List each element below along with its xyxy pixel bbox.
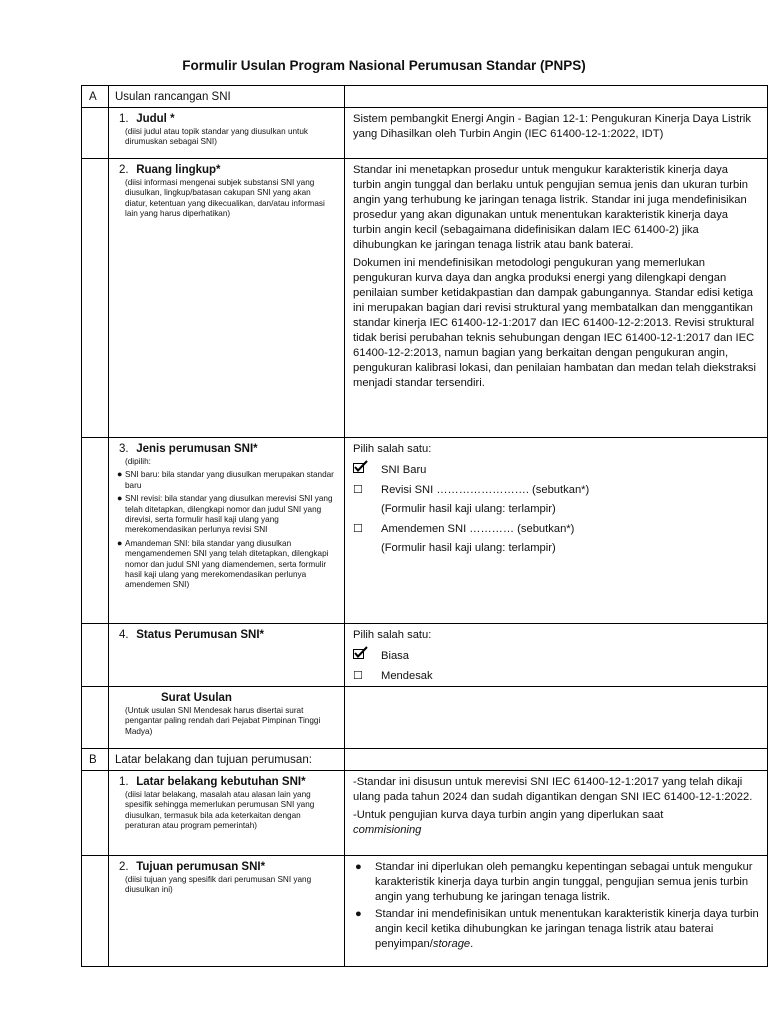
bullet-icon: ●: [117, 537, 123, 548]
list-item: [109, 539, 344, 591]
list-item-text: SNI revisi: bila standar yang diusulkan merevisi SNI yang telah ditetapkan, dilengkapi nomor dan judul SNI yang direvisi, serta formulir hasil kaji ulang yang merekomendasikan perlunya revisi SNI: [125, 494, 333, 535]
list-item: [109, 494, 344, 536]
item-number: 2.: [119, 164, 129, 176]
judul-label-cell: [109, 108, 345, 159]
field-note: (diisi tujuan yang spesifik dari perumusan SNI yang diusulkan ini): [125, 875, 312, 895]
option-note: (Formulir hasil kaji ulang: terlampir): [381, 542, 556, 554]
field-label: Judul *: [136, 113, 175, 125]
option-amendemen-sni[interactable]: [353, 519, 759, 539]
list-item-text: Amandeman SNI: bila standar yang diusulkan mengamendemen SNI yang telah ditetapkan, dilengkapi nomor dan judul SNI yang diamendemen, serta formulir hasil kaji ulang yang merekomendasikan perlunya amendemen SNI): [125, 538, 329, 590]
option-label: Mendesak: [381, 670, 433, 682]
checkbox-icon[interactable]: ☐: [353, 670, 363, 682]
list-item: [109, 470, 344, 491]
list-item-italic-text: storage: [432, 938, 471, 950]
paragraph: Dokumen ini mendefinisikan metodologi pengukuran yang memerlukan pengukuran kurva daya dan angka produksi energi yang dilengkapi dengan penilaian sumber ketidakpastian dan dampak gabungannya. Standar edisi ketiga ini merupakan bagian dari revisi struktural yang membatalkan dan menggantikan standar kinerja IEC 61400-12-1:2017 dan IEC 61400-12-2:2013. Revisi struktural tidak berisi perubahan teknis sehubungan dengan IEC 61400-12-1:2017 dan IEC 61400-12-2:2013, namun bagian yang berkaitan dengan pengukuran angin, pengukuran kalibrasi lokasi, dan penilaian hambatan dan medan telah diekstraksi menjadi standar tersendiri.: [353, 257, 757, 389]
list-item-text-end: .: [470, 938, 474, 950]
option-note: (Formulir hasil kaji ulang: terlampir): [381, 503, 556, 515]
section-letter: B: [82, 749, 109, 771]
field-label: Jenis perumusan SNI*: [136, 443, 258, 455]
item-number: 1.: [119, 113, 129, 125]
choice-prompt: Pilih salah satu:: [353, 629, 432, 641]
bullet-icon: ●: [117, 469, 123, 480]
paragraph: Standar ini menetapkan prosedur untuk mengukur karakteristik kinerja daya turbin angin tunggal dan berlaku untuk pengujian semua jenis dan ukuran turbin angin yang terhubung ke jaringan tenaga listrik. Standar ini juga mendefinisikan prosedur yang akan digunakan untuk menentukan karakteristik kinerja daya turbin angin kecil (sebagaimana didefinisikan dalam IEC 61400-2) jika dihubungkan ke jaringan tenaga listrik atau bank baterai.: [353, 164, 748, 251]
jenis-label-cell: [109, 438, 345, 624]
item-number: 3.: [119, 443, 129, 455]
item-number: 4.: [119, 629, 129, 641]
latar-value-cell[interactable]: [345, 771, 768, 856]
section-b-row: [82, 749, 768, 771]
checkbox-icon[interactable]: ☐: [353, 484, 363, 496]
paragraph: [353, 808, 759, 838]
ruang-lingkup-value-cell[interactable]: [345, 159, 768, 438]
option-sni-baru[interactable]: [353, 460, 759, 480]
bullet-icon: ●: [117, 493, 123, 504]
paragraph-italic-text: commisioning: [353, 824, 422, 836]
paragraph-text: -Untuk pengujian kurva daya turbin angin yang diperlukan saat: [353, 809, 664, 821]
latar-belakang-row: [82, 771, 768, 856]
status-label-cell: [109, 624, 345, 687]
option-biasa[interactable]: [353, 646, 759, 666]
tujuan-label-cell: [109, 856, 345, 967]
field-label: Tujuan perumusan SNI*: [136, 861, 266, 873]
empty-cell: [82, 687, 109, 749]
field-label: Ruang lingkup*: [136, 164, 221, 176]
field-note: (dipilih:: [125, 457, 151, 466]
item-number: 2.: [119, 861, 129, 873]
empty-cell: [345, 86, 768, 108]
option-label: Amendemen SNI ………… (sebutkan*): [381, 523, 575, 535]
empty-cell: [82, 771, 109, 856]
checked-box-icon[interactable]: [353, 460, 365, 474]
choice-prompt: Pilih salah satu:: [353, 443, 432, 455]
tujuan-value-cell[interactable]: [345, 856, 768, 967]
field-note: (diisi judul atau topik standar yang diusulkan untuk dirumuskan sebagai SNI): [125, 127, 308, 147]
checkbox-icon[interactable]: ☐: [353, 523, 363, 535]
bullet-icon: ●: [355, 908, 362, 920]
empty-cell: [82, 438, 109, 624]
section-title: Usulan rancangan SNI: [109, 86, 345, 108]
option-label: Revisi SNI ……………………. (sebutkan*): [381, 484, 590, 496]
empty-cell: [82, 856, 109, 967]
option-revisi-sni[interactable]: [353, 480, 759, 500]
judul-value-cell[interactable]: [345, 108, 768, 159]
item-number: 1.: [119, 776, 129, 788]
section-title: Latar belakang dan tujuan perumusan:: [109, 749, 345, 771]
field-note: (Untuk usulan SNI Mendesak harus disertai surat pengantar paling rendah dari Pejabat Pimpinan Tinggi Madya): [125, 706, 321, 736]
latar-label-cell: [109, 771, 345, 856]
ruang-lingkup-label-cell: [109, 159, 345, 438]
surat-value-cell[interactable]: [345, 687, 768, 749]
field-note: (diisi informasi mengenai subjek substansi SNI yang diusulkan, lingkup/batasan cakupan SNI yang akan diatur, ketentuan yang dikecualikan, dan/atau informasi lain yang harus diperhatikan): [125, 178, 325, 219]
option-label: Biasa: [381, 650, 409, 662]
document-title: Formulir Usulan Program Nasional Perumusan Standar (PNPS): [182, 58, 586, 73]
surat-usulan-row: [82, 687, 768, 749]
empty-cell: [82, 159, 109, 438]
empty-cell: [345, 749, 768, 771]
bullet-icon: ●: [355, 861, 362, 873]
judul-row: [82, 108, 768, 159]
tujuan-row: [82, 856, 768, 967]
pnps-form-table: [81, 85, 768, 967]
list-item-text: SNI baru: bila standar yang diusulkan merupakan standar baru: [125, 470, 334, 490]
section-a-row: [82, 86, 768, 108]
field-label: Status Perumusan SNI*: [136, 629, 265, 641]
field-label: Latar belakang kebutuhan SNI*: [136, 776, 306, 788]
field-label: Surat Usulan: [161, 692, 232, 704]
empty-cell: [82, 108, 109, 159]
option-mendesak[interactable]: [353, 666, 759, 686]
ruang-lingkup-row: [82, 159, 768, 438]
field-note: (diisi latar belakang, masalah atau alasan lain yang spesifik sehingga memerlukan perumusan SNI yang diusulkan, termasuk bila ada keterkaitan dengan peraturan atau program pemerintah): [125, 790, 315, 831]
list-item-text: Standar ini diperlukan oleh pemangku kepentingan sebagai untuk mengukur karakteristik kinerja daya turbin angin tunggal, pengujian semua jenis turbin angin yang terhubung ke jaringan tenaga listrik.: [375, 861, 753, 903]
list-item: [351, 907, 759, 952]
paragraph: -Standar ini disusun untuk merevisi SNI IEC 61400-12-1:2017 yang telah dikaji ulang pada tahun 2024 dan sudah digantikan dengan SNI IEC 61400-12-1:2022.: [353, 776, 753, 803]
list-item: [351, 860, 759, 905]
status-value-cell: [345, 624, 768, 687]
option-label: SNI Baru: [381, 464, 427, 476]
jenis-perumusan-row: [82, 438, 768, 624]
section-letter: A: [82, 86, 109, 108]
status-perumusan-row: [82, 624, 768, 687]
jenis-value-cell: [345, 438, 768, 624]
list-item-text: Standar ini mendefinisikan untuk menentukan karakteristik kinerja daya turbin angin kecil ketika dihubungkan ke jaringan tenaga listrik atau baterai penyimpan/: [375, 908, 759, 950]
empty-cell: [82, 624, 109, 687]
checked-box-icon[interactable]: [353, 646, 365, 660]
judul-value: Sistem pembangkit Energi Angin - Bagian 12-1: Pengukuran Kinerja Daya Listrik yang Dihasilkan oleh Turbin Angin (IEC 61400-12-1:2022, IDT): [353, 113, 751, 140]
surat-label-cell: [109, 687, 345, 749]
